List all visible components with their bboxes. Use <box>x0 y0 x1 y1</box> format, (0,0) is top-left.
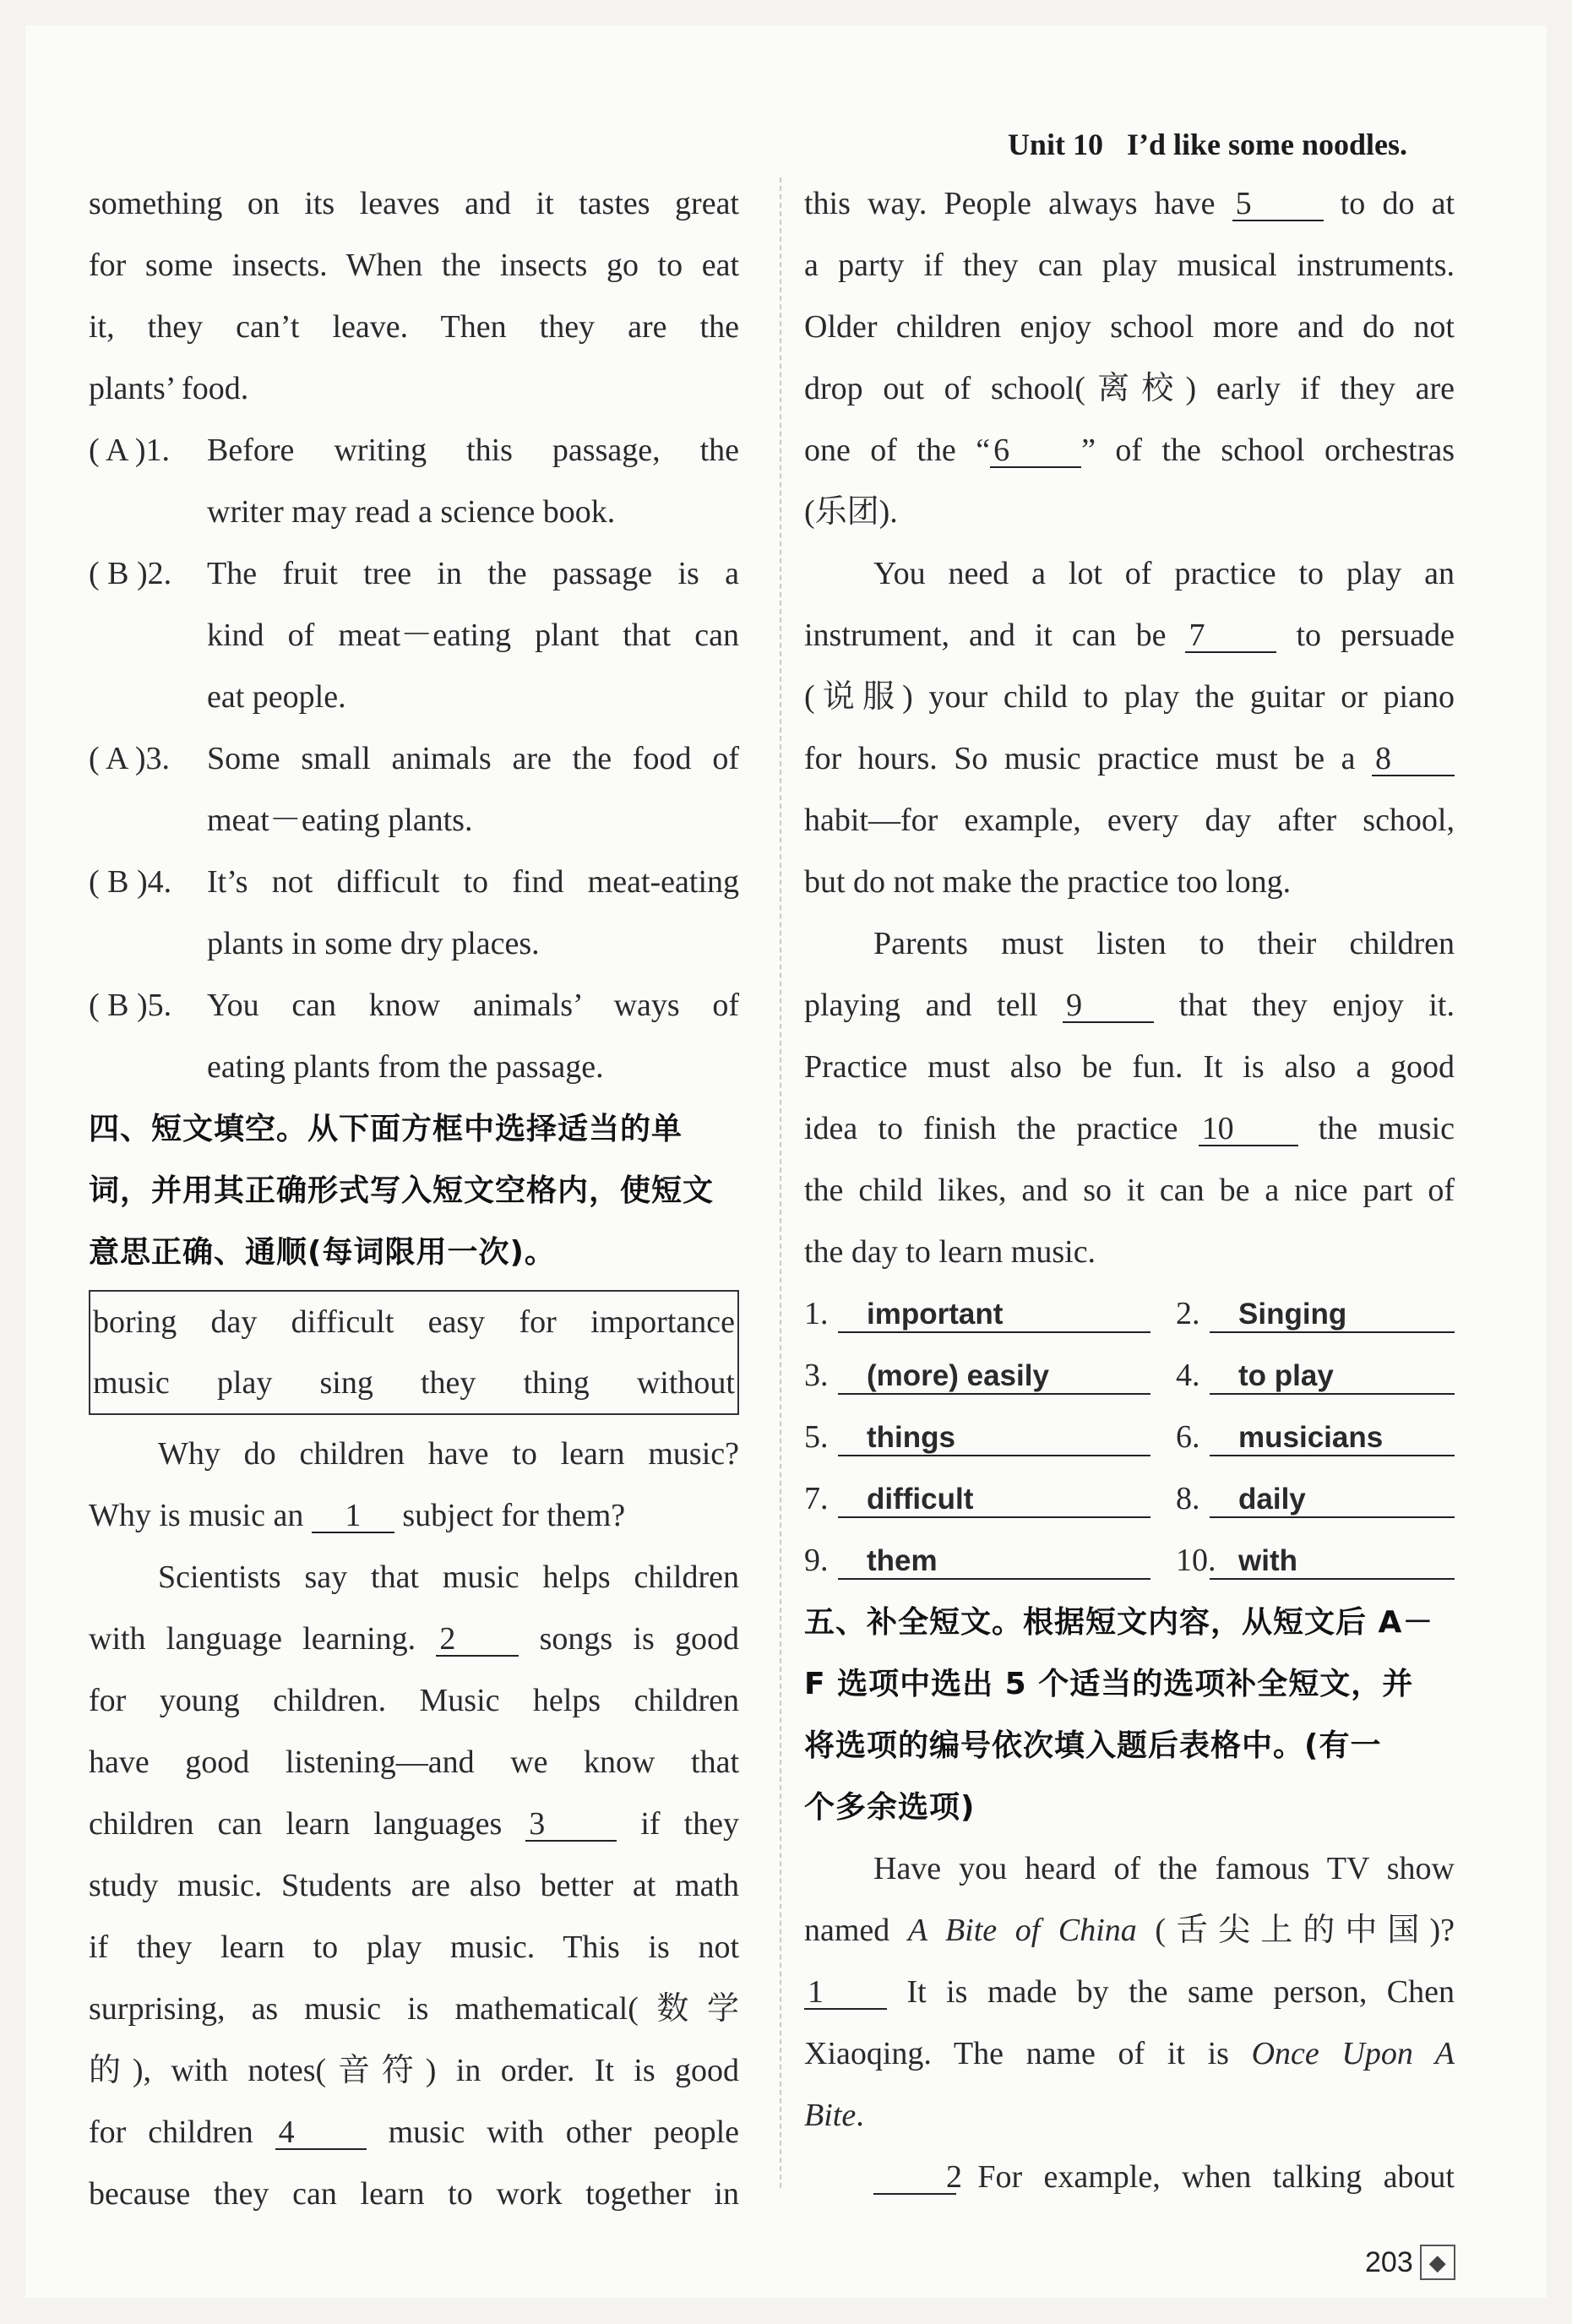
right-column <box>804 173 1455 2208</box>
text-line: 的), with notes(音符) in order. It is good <box>89 2053 739 2088</box>
text-span: one of the “ <box>804 433 991 468</box>
answer-item <box>804 1468 1176 1530</box>
question-text: writer may read a science book. <box>207 494 616 530</box>
question-5 <box>89 975 739 1098</box>
question-1 <box>89 420 739 543</box>
text-line: the day to learn music. <box>804 1234 1096 1270</box>
blank-5: 5 <box>1232 188 1324 221</box>
text-line: study music. Students are also better at math <box>89 1868 739 1903</box>
column-divider <box>780 177 781 2188</box>
answer-number: 4. <box>1176 1358 1200 1393</box>
word-box-row <box>93 1352 735 1413</box>
question-2 <box>89 543 739 728</box>
section-5-heading <box>804 1592 1455 1838</box>
answer-item <box>1176 1468 1455 1530</box>
text-span: . <box>856 2098 864 2133</box>
text-span: if they <box>640 1806 740 1842</box>
section-4-heading <box>89 1098 739 1283</box>
word-box <box>89 1290 739 1415</box>
answer-number: 1. <box>804 1296 829 1331</box>
text-line <box>89 2102 739 2163</box>
question-text: kind of meat－eating plant that can <box>207 618 739 653</box>
text-line: because they can learn to work together in <box>89 2176 739 2212</box>
text-line: the child likes, and so it can be a nice part of <box>804 1173 1455 1208</box>
text-line <box>804 173 1455 235</box>
text-line <box>804 420 1455 482</box>
question-mark: ( A )1. <box>89 433 171 468</box>
answer-grid <box>804 1283 1455 1592</box>
text-span: this way. People always have <box>804 186 1216 221</box>
blank-10: 10 <box>1199 1113 1298 1146</box>
answer-number: 10. <box>1176 1543 1216 1578</box>
heading-line: 将选项的编号依次填入题后表格中。(有一 <box>804 1728 1382 1763</box>
question-mark: ( A )3. <box>89 741 171 776</box>
text-span: It is made by the same person, Chen <box>906 1974 1455 2010</box>
show-title: A Bite of China <box>907 1913 1137 1948</box>
answer-item <box>804 1345 1176 1407</box>
word-option: difficult <box>291 1304 394 1340</box>
unit-title: I’d like some noodles. <box>1126 128 1407 161</box>
question-4 <box>89 852 739 975</box>
answer-number: 3. <box>804 1358 829 1393</box>
question-text: Before writing this passage, the <box>207 433 739 468</box>
text-span: for children <box>89 2114 253 2150</box>
blank-s5-1: 1 <box>804 1976 887 2010</box>
blank-3: 3 <box>525 1808 617 1842</box>
text-line: for some insects. When the insects go to eat <box>89 248 739 283</box>
page-footer <box>1365 2245 1455 2280</box>
blank-s5-2: 2 <box>873 2161 956 2195</box>
question-mark: ( B )4. <box>89 864 172 900</box>
answer-item <box>1176 1530 1455 1592</box>
blank-8: 8 <box>1372 743 1455 776</box>
answer-number: 6. <box>1176 1419 1200 1455</box>
answer-item <box>804 1407 1176 1468</box>
text-line <box>89 1608 739 1670</box>
answer-item <box>804 1283 1176 1345</box>
text-span: ” of the school orchestras <box>1081 433 1455 468</box>
text-span: the music <box>1318 1111 1455 1146</box>
question-text: plants in some dry places. <box>207 926 540 961</box>
text-span: idea to finish the practice <box>804 1111 1178 1146</box>
text-span: Xiaoqing. The name of it is <box>804 2036 1229 2071</box>
text-span: with language learning. <box>89 1621 416 1657</box>
text-span: For example, when talking about <box>977 2159 1455 2195</box>
answer-value: things <box>838 1421 1150 1456</box>
text-line: have good listening—and we know that <box>89 1744 739 1780</box>
word-option: sing <box>319 1365 373 1401</box>
word-option: play <box>216 1365 273 1401</box>
text-line <box>804 1962 1455 2023</box>
text-span: music with other people <box>388 2114 740 2150</box>
answer-value: musicians <box>1210 1421 1455 1456</box>
text-line <box>804 2023 1455 2085</box>
text-line: Why do children have to learn music? <box>158 1436 739 1472</box>
answer-item <box>1176 1283 1455 1345</box>
question-text: eat people. <box>207 679 346 715</box>
heading-line: 四、短文填空。从下面方框中选择适当的单 <box>89 1112 683 1146</box>
word-box-row <box>93 1292 735 1352</box>
heading-line: 词，并用其正确形式写入短文空格内，使短文 <box>89 1173 715 1208</box>
text-span: to do at <box>1340 186 1455 221</box>
text-line: it, they can’t leave. Then they are the <box>89 309 739 345</box>
word-option: importance <box>590 1304 735 1340</box>
text-line: Parents must listen to their children <box>873 926 1455 961</box>
question-mark: ( B )5. <box>89 988 172 1023</box>
page-header <box>1008 127 1407 162</box>
left-column <box>89 173 739 2225</box>
text-span: playing and tell <box>804 988 1038 1023</box>
blank-7: 7 <box>1185 619 1276 653</box>
answer-value: important <box>838 1298 1150 1333</box>
blank-4: 4 <box>275 2116 367 2150</box>
text-line: You need a lot of practice to play an <box>873 556 1455 591</box>
answer-value: difficult <box>838 1483 1150 1518</box>
question-text: It’s not difficult to find meat-eating <box>207 864 739 900</box>
blank-9: 9 <box>1063 989 1154 1023</box>
text-line <box>804 1098 1455 1160</box>
blank-2: 2 <box>436 1623 519 1657</box>
question-text: The fruit tree in the passage is a <box>207 556 739 591</box>
heading-line: F 选项中选出 5 个适当的选项补全短文，并 <box>804 1667 1414 1701</box>
question-mark: ( B )2. <box>89 556 172 591</box>
page-number: 203 <box>1365 2245 1413 2278</box>
text-span: Why is music an <box>89 1498 304 1533</box>
text-span: to persuade <box>1296 618 1455 653</box>
page <box>25 25 1547 2298</box>
answer-number: 7. <box>804 1481 829 1516</box>
text-line: Practice must also be fun. It is also a good <box>804 1049 1455 1085</box>
word-option: music <box>93 1365 170 1401</box>
question-text: You can know animals’ ways of <box>207 988 739 1023</box>
text-span: for hours. So music practice must be a <box>804 741 1356 776</box>
text-line: Scientists say that music helps children <box>158 1559 739 1595</box>
text-line: something on its leaves and it tastes great <box>89 186 739 221</box>
text-line <box>804 2147 1455 2208</box>
word-option: easy <box>427 1304 486 1340</box>
question-text: eating plants from the passage. <box>207 1049 604 1085</box>
word-option: without <box>636 1365 735 1401</box>
text-line <box>89 1793 739 1855</box>
word-option: for <box>519 1304 557 1340</box>
question-3 <box>89 728 739 852</box>
text-line: a party if they can play musical instruments. <box>804 248 1455 283</box>
word-option: thing <box>523 1365 590 1401</box>
text-span: instrument, and it can be <box>804 618 1167 653</box>
answer-value: to play <box>1210 1359 1455 1395</box>
text-line: surprising, as music is mathematical(数学 <box>89 1991 739 2027</box>
text-span: (舌尖上的中国)? <box>1155 1913 1455 1948</box>
heading-line: 意思正确、通顺(每词限用一次)。 <box>89 1235 556 1270</box>
text-line <box>804 2085 1455 2147</box>
text-line: but do not make the practice too long. <box>804 864 1292 900</box>
answer-value: them <box>838 1544 1150 1580</box>
text-line: habit—for example, every day after school, <box>804 803 1455 838</box>
text-line: (乐团). <box>804 494 898 530</box>
diamond-icon: ◆ <box>1420 2245 1455 2280</box>
heading-line: 个多余选项) <box>804 1790 976 1825</box>
blank-1: 1 <box>312 1499 394 1533</box>
answer-number: 2. <box>1176 1296 1200 1331</box>
answer-number: 9. <box>804 1543 829 1578</box>
answer-value: daily <box>1210 1483 1455 1518</box>
text-line: for young children. Music helps children <box>89 1683 739 1718</box>
question-text: Some small animals are the food of <box>207 741 739 776</box>
text-line <box>804 728 1455 790</box>
answer-value: Singing <box>1210 1298 1455 1333</box>
text-line <box>804 975 1455 1037</box>
answer-item <box>1176 1345 1455 1407</box>
word-option: they <box>421 1365 476 1401</box>
answer-value: (more) easily <box>838 1359 1150 1395</box>
answer-number: 8. <box>1176 1481 1200 1516</box>
unit-label: Unit 10 <box>1007 128 1103 161</box>
show-title: Bite <box>804 2098 857 2133</box>
answer-item <box>804 1530 1176 1592</box>
text-line <box>89 1485 739 1547</box>
text-line: Older children enjoy school more and do not <box>804 309 1455 345</box>
question-text: meat－eating plants. <box>207 803 473 838</box>
text-span: children can learn languages <box>89 1806 503 1842</box>
text-span: named <box>804 1913 890 1948</box>
answer-item <box>1176 1407 1455 1468</box>
show-title: Once Upon A <box>1251 2036 1455 2071</box>
text-line: (说服) your child to play the guitar or piano <box>804 679 1455 715</box>
text-line: drop out of school(离校) early if they are <box>804 371 1455 406</box>
word-option: day <box>210 1304 258 1340</box>
heading-line: 五、补全短文。根据短文内容，从短文后 A－ <box>804 1605 1434 1640</box>
word-option: boring <box>93 1304 177 1340</box>
text-span: that they enjoy it. <box>1178 988 1455 1023</box>
blank-6: 6 <box>990 434 1081 468</box>
text-line <box>804 605 1455 667</box>
text-line: plants’ food. <box>89 371 249 406</box>
text-line: Have you heard of the famous TV show <box>873 1851 1455 1886</box>
text-line: if they learn to play music. This is not <box>89 1929 739 1965</box>
answer-value: with <box>1210 1544 1455 1580</box>
text-line <box>804 1900 1455 1962</box>
text-span: subject for them? <box>402 1498 626 1533</box>
answer-number: 5. <box>804 1419 829 1455</box>
text-span: songs is good <box>539 1621 740 1657</box>
